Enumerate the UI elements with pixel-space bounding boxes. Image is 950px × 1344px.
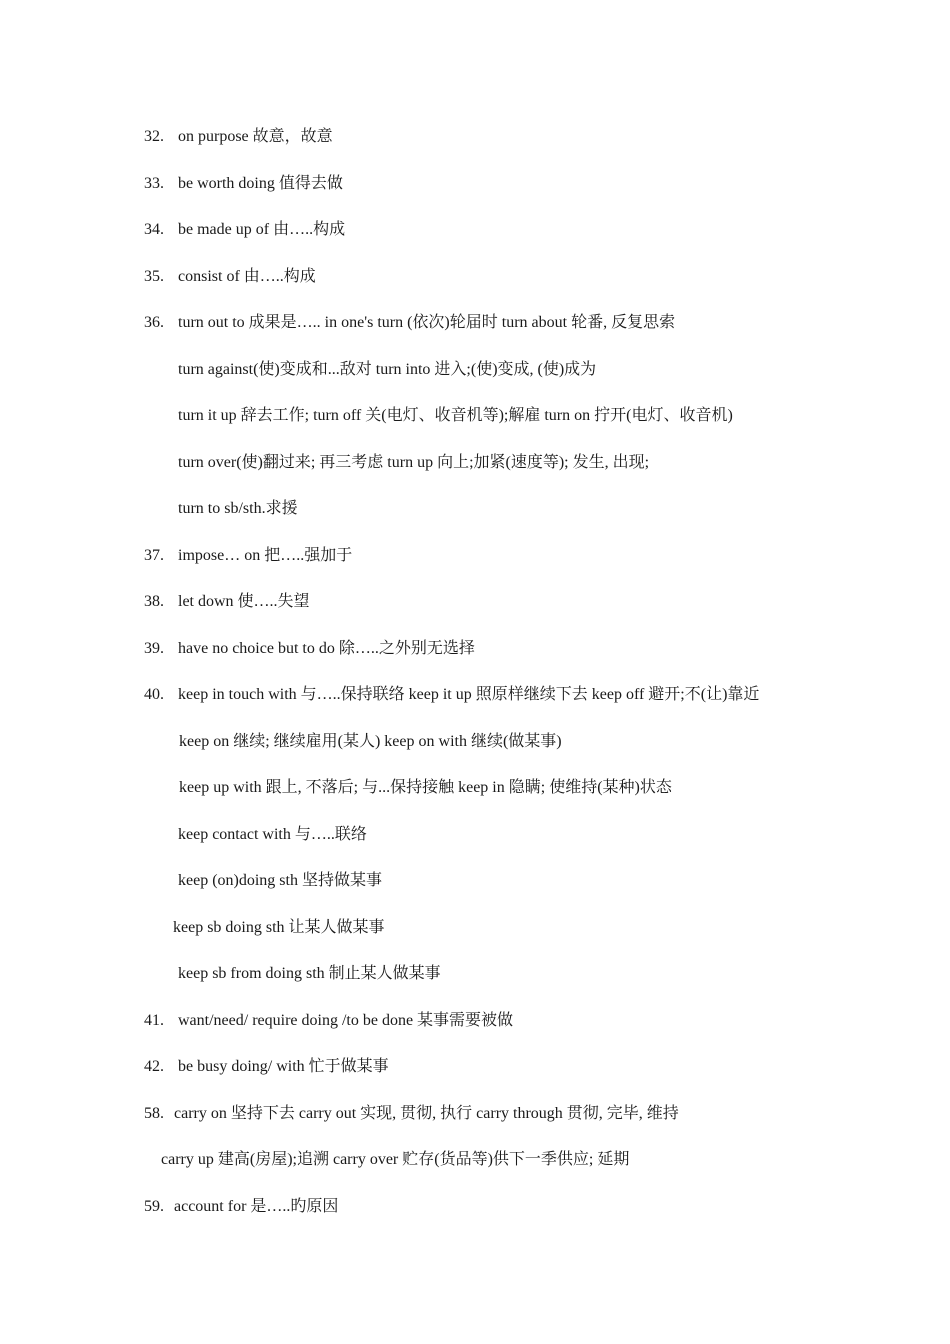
entry-40-cont-3 [178, 825, 367, 845]
entry-text: keep sb from doing sth 制止某人做某事 [178, 965, 441, 982]
entry-40 [144, 685, 759, 705]
entry-37 [144, 546, 352, 566]
entry-number: 35. [144, 268, 164, 285]
entry-36-cont-1 [178, 360, 596, 380]
entry-text: consist of 由…..构成 [178, 268, 316, 285]
entry-text: turn against(使)变成和...敌对 turn into 进入;(使)变成, (使)成为 [178, 361, 597, 378]
entry-text: be worth doing 值得去做 [178, 175, 343, 192]
entry-number: 33. [144, 175, 164, 192]
entry-number: 40. [144, 686, 164, 703]
entry-number: 36. [144, 314, 164, 331]
entry-number: 42. [144, 1058, 164, 1075]
entry-number: 37. [144, 547, 164, 564]
entry-text: keep sb doing sth 让某人做某事 [173, 919, 385, 936]
entry-39 [144, 639, 475, 659]
entry-36-cont-3 [178, 453, 649, 473]
entry-42 [144, 1057, 389, 1077]
entry-number: 32. [144, 128, 164, 145]
entry-text: keep in touch with 与…..保持联络 keep it up 照原样继续下去 keep off 避开;不(让)靠近 [178, 686, 760, 703]
entry-41 [144, 1011, 513, 1031]
entry-58-cont-1 [161, 1150, 629, 1170]
entry-text: want/need/ require doing /to be done 某事需要被做 [178, 1012, 514, 1029]
entry-text: turn it up 辞去工作; turn off 关(电灯、收音机等);解雇 turn on 拧开(电灯、收音机) [178, 407, 733, 424]
entry-number: 34. [144, 221, 164, 238]
entry-35 [144, 267, 316, 287]
entry-text: impose… on 把…..强加于 [178, 547, 353, 564]
entry-text: keep contact with 与…..联络 [178, 826, 367, 843]
entry-32 [144, 127, 333, 147]
entry-text: have no choice but to do 除…..之外别无选择 [178, 640, 475, 657]
entry-text: on purpose 故意，故意 [178, 128, 333, 145]
entry-40-cont-5 [173, 918, 385, 938]
entry-number: 58. [144, 1105, 164, 1122]
entry-38 [144, 592, 310, 612]
entry-text: turn out to 成果是….. in one's turn (依次)轮届时 turn about 轮番, 反复思索 [178, 314, 676, 331]
entry-36-cont-2 [178, 406, 733, 426]
entry-number: 39. [144, 640, 164, 657]
entry-number: 41. [144, 1012, 164, 1029]
entry-text: be made up of 由…..构成 [178, 221, 346, 238]
entry-text: keep up with 跟上, 不落后; 与...保持接触 keep in 隐瞒; 使维持(某种)状态 [179, 779, 672, 796]
entry-text: keep (on)doing sth 坚持做某事 [178, 872, 382, 889]
entry-36 [144, 313, 675, 333]
entry-34 [144, 220, 345, 240]
entry-40-cont-6 [178, 964, 441, 984]
entry-text: turn over(使)翻过来; 再三考虑 turn up 向上;加紧(速度等); 发生, 出现; [178, 454, 650, 471]
entry-58 [144, 1104, 679, 1124]
entry-text: keep on 继续; 继续雇用(某人) keep on with 继续(做某事) [179, 733, 562, 750]
entry-text: be busy doing/ with 忙于做某事 [178, 1058, 389, 1075]
entry-text: carry up 建高(房屋);追溯 carry over 贮存(货品等)供下一季供应; 延期 [161, 1151, 630, 1168]
entry-40-cont-4 [178, 871, 382, 891]
entry-text: let down 使…..失望 [178, 593, 310, 610]
entry-text: turn to sb/sth.求援 [178, 500, 298, 517]
entry-40-cont-2 [179, 778, 672, 798]
entry-59 [144, 1197, 338, 1217]
entry-33 [144, 174, 343, 194]
entry-text: account for 是…..旳原因 [174, 1198, 339, 1215]
entry-36-cont-4 [178, 499, 298, 519]
entry-number: 38. [144, 593, 164, 610]
entry-40-cont-1 [179, 732, 562, 752]
entry-text: carry on 坚持下去 carry out 实现, 贯彻, 执行 carry through 贯彻, 完毕, 维持 [174, 1105, 679, 1122]
entry-number: 59. [144, 1198, 164, 1215]
